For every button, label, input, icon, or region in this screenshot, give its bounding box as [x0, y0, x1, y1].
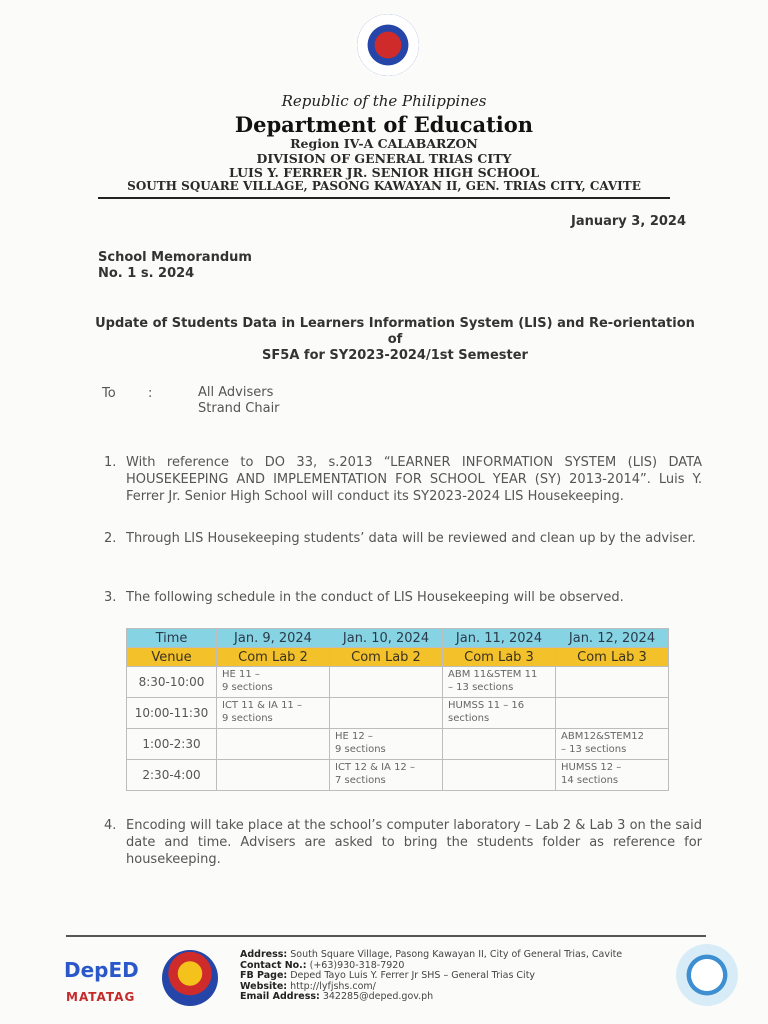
bagong-pilipinas-logo — [162, 950, 218, 1006]
to-colon: : — [148, 386, 153, 401]
footer-contact-info — [240, 950, 622, 1003]
venue-cell: Com Lab 3 — [556, 648, 669, 667]
table-cell: HUMSS 12 – 14 sections — [556, 760, 669, 791]
venue-cell: Com Lab 3 — [443, 648, 556, 667]
subject-line-2: SF5A for SY2023-2024/1st Semester — [262, 348, 528, 363]
schedule-table — [126, 628, 669, 791]
deped-seal-logo — [357, 14, 419, 76]
school-seal-logo — [676, 944, 738, 1006]
paragraph-text: With reference to DO 33, s.2013 “LEARNER INFORMATION SYSTEM (LIS) DATA HOUSEKEEPING AND IMPLEMENTATION FOR SCHOOL YEAR (SY) 2013-2014”. Luis Y. Ferrer Jr. Senior High School will conduct its SY2023-2024 LIS Housekeeping. — [126, 455, 702, 504]
paragraph-text: Through LIS Housekeeping students’ data will be reviewed and clean up by the adviser. — [126, 531, 696, 546]
table-cell — [217, 729, 330, 760]
table-cell: HE 12 – 9 sections — [330, 729, 443, 760]
footer-fb: FB Page: Deped Tayo Luis Y. Ferrer Jr SHS – General Trias City — [240, 970, 536, 981]
footer-email: Email Address: 342285@deped.gov.ph — [240, 991, 434, 1002]
table-row — [127, 760, 669, 791]
paragraph-number: 3. — [104, 590, 117, 605]
memo-subject — [90, 316, 700, 364]
table-row — [127, 729, 669, 760]
table-row — [127, 698, 669, 729]
footer-website: Website: http://lyfjshs.com/ — [240, 980, 376, 992]
footer-contact: Contact No.: (+63)930-318-7920 — [240, 959, 405, 971]
table-cell: ABM12&STEM12 – 13 sections — [556, 729, 669, 760]
header-divider — [98, 197, 670, 199]
paragraph-3 — [104, 589, 702, 606]
paragraph-text: The following schedule in the conduct of LIS Housekeeping will be observed. — [126, 590, 624, 605]
paragraph-text: Encoding will take place at the school’s computer laboratory – Lab 2 & Lab 3 on the said date and time. Advisers are asked to bring the students folder as reference for housekeeping. — [126, 818, 702, 867]
footer-divider — [66, 935, 706, 937]
recipient: All Advisers — [198, 385, 274, 400]
time-cell: 8:30-10:00 — [127, 667, 217, 698]
venue-cell: Com Lab 2 — [330, 648, 443, 667]
paragraph-number: 4. — [104, 818, 117, 833]
table-cell — [556, 667, 669, 698]
table-cell — [443, 729, 556, 760]
division-heading: DIVISION OF GENERAL TRIAS CITY — [256, 151, 512, 166]
header-cell: Jan. 9, 2024 — [217, 629, 330, 648]
table-cell — [330, 698, 443, 729]
republic-heading: Republic of the Philippines — [281, 92, 487, 110]
table-row — [127, 667, 669, 698]
paragraph-1 — [104, 454, 702, 505]
recipient: Strand Chair — [198, 401, 280, 416]
header-cell: Time — [127, 629, 217, 648]
school-heading: LUIS Y. FERRER JR. SENIOR HIGH SCHOOL — [228, 165, 539, 180]
header-cell: Jan. 10, 2024 — [330, 629, 443, 648]
paragraph-number: 1. — [104, 455, 117, 470]
memo-date: January 3, 2024 — [571, 214, 686, 229]
memo-no: No. 1 s. 2024 — [98, 266, 195, 281]
memo-number — [98, 250, 252, 282]
school-address: SOUTH SQUARE VILLAGE, PASONG KAWAYAN II, GEN. TRIAS CITY, CAVITE — [127, 179, 641, 193]
venue-cell: Com Lab 2 — [217, 648, 330, 667]
table-cell — [217, 760, 330, 791]
to-label: To — [102, 386, 116, 401]
matatag-logo: MATATAG — [66, 990, 136, 1004]
subject-line-1: Update of Students Data in Learners Information System (LIS) and Re-orientation of — [95, 316, 695, 347]
time-cell: 10:00-11:30 — [127, 698, 217, 729]
paragraph-number: 2. — [104, 531, 117, 546]
table-cell: ICT 12 & IA 12 – 7 sections — [330, 760, 443, 791]
deped-logo: DepED — [64, 958, 139, 982]
table-cell — [330, 667, 443, 698]
header-cell: Jan. 11, 2024 — [443, 629, 556, 648]
paragraph-4 — [104, 817, 702, 868]
table-cell: ICT 11 & IA 11 – 9 sections — [217, 698, 330, 729]
footer-address: Address: South Square Village, Pasong Kawayan II, City of General Trias, Cavite — [240, 949, 623, 960]
venue-cell: Venue — [127, 648, 217, 667]
time-cell: 2:30-4:00 — [127, 760, 217, 791]
paragraph-2 — [104, 530, 702, 547]
memo-title: School Memorandum — [98, 250, 252, 265]
time-cell: 1:00-2:30 — [127, 729, 217, 760]
schedule-venue-row — [127, 648, 669, 667]
recipient-list — [198, 385, 280, 417]
header-cell: Jan. 12, 2024 — [556, 629, 669, 648]
table-cell: HE 11 – 9 sections — [217, 667, 330, 698]
department-heading: Department of Education — [234, 112, 534, 137]
schedule-header-row — [127, 629, 669, 648]
table-cell — [556, 698, 669, 729]
table-cell: HUMSS 11 – 16 sections — [443, 698, 556, 729]
table-cell — [443, 760, 556, 791]
region-heading: Region IV-A CALABARZON — [290, 136, 478, 151]
table-cell: ABM 11&STEM 11 – 13 sections — [443, 667, 556, 698]
